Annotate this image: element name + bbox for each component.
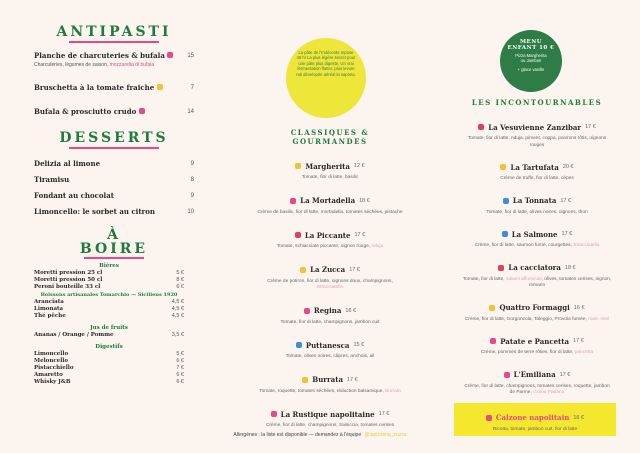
kids-menu-line: Pizza Margherita [515, 53, 547, 58]
pizza-name: La Rustique napolitaine [280, 409, 375, 419]
drink-name: Peroni bouteille 33 cl [34, 284, 101, 290]
pizza-desc [462, 176, 612, 183]
pizza-item [255, 189, 405, 217]
category-icon [304, 308, 310, 314]
drink-row [34, 358, 184, 365]
pizza-item [462, 329, 612, 357]
pizza-header [290, 196, 370, 205]
category-icon [490, 338, 496, 344]
drink-row [34, 332, 184, 339]
pizza-header [490, 337, 584, 346]
digestifs-heading: Digestifs [95, 344, 123, 350]
pizza-desc [462, 317, 612, 324]
desc-highlight: Stracciatella [573, 243, 600, 248]
pizza-name: Regina [313, 306, 342, 315]
pork-icon [167, 52, 173, 58]
category-icon [489, 305, 495, 311]
pizza-name: Burrata [312, 375, 343, 384]
pizza-desc [462, 384, 612, 397]
pizza-price: 17 € [349, 266, 360, 273]
pizza-name: La Piccante [304, 230, 351, 240]
drink-price: 5 € [176, 351, 184, 357]
pizza-header [498, 263, 575, 272]
desc-text: Crème de potiron, fior di latte, oignons doux, champignons, [267, 278, 393, 284]
pizza-header [503, 196, 571, 205]
dough-info-text: La pâte de l'Indécente repose 48 h! La plus légère secret pour une pâte plus digeste. Un vrai fermentation flatter, plus levure ruti dévelopée aéréal la saporia. [296, 50, 356, 77]
kids-menu-line: ou Jambon [520, 58, 542, 64]
desc-text: Crème, fior di latte, champignons, Salsiccia, tomates cerises [265, 423, 395, 428]
pizza-item [462, 155, 612, 183]
dough-info-circle [286, 38, 366, 118]
pizza-desc [255, 389, 405, 396]
pizza-item [255, 368, 405, 396]
category-icon [500, 164, 506, 170]
pizza-item [255, 402, 405, 430]
category-icon [498, 265, 504, 271]
pizza-desc [255, 423, 405, 430]
pizza-desc [462, 350, 612, 357]
pizza-price: 17 € [354, 232, 366, 238]
drink-name: Limonata [34, 306, 64, 312]
pizza-header [478, 123, 596, 132]
drink-name: Moretti pression 50 cl [34, 277, 103, 283]
pork-icon [139, 108, 145, 114]
desc-text: Crème, pommes de terre rôties, fior di latte, [480, 350, 575, 355]
kids-menu-price: ENFANT 10 € [507, 45, 555, 51]
title-underline [69, 147, 159, 149]
menu-item [34, 107, 194, 116]
pizza-header [304, 306, 356, 315]
kids-menu-circle [500, 30, 562, 92]
desc-text: Tomate, olives noires, câpres, anchois, ail [285, 354, 375, 359]
drink-row [34, 313, 184, 320]
pizza-item [462, 222, 612, 250]
category-icon [295, 232, 301, 238]
pizza-header [296, 341, 364, 350]
drink-price: 8 € [176, 277, 184, 283]
pizza-price: 17 € [346, 376, 358, 383]
pizza-desc [255, 244, 405, 251]
pizza-desc [255, 279, 405, 292]
category-icon [503, 198, 509, 204]
item-price: 9 [190, 192, 194, 199]
pizza-header [502, 230, 572, 239]
pizza-name: La Salmone [511, 229, 558, 239]
item-desc [34, 62, 194, 69]
pizza-name: La Mortadella [300, 196, 356, 205]
kids-menu-line: + glace vanille [517, 66, 545, 72]
allergen-note: Allergènes : la liste est disponible — demandez à l'équipe [233, 432, 362, 438]
menu-item [34, 51, 194, 60]
pizza-price: 17 € [585, 124, 596, 130]
pizza-desc [462, 210, 612, 217]
menu-item [34, 175, 194, 184]
pizza-price: 17 € [560, 197, 572, 204]
pizza-price: 17 € [559, 371, 571, 378]
drink-row [34, 299, 184, 306]
boire-title-b: BOIRE [79, 241, 149, 257]
pizza-desc [255, 175, 405, 182]
drink-price: 6 € [176, 372, 184, 378]
pizza-price: 17 € [378, 411, 390, 417]
drink-name: Moretti pression 25 cl [34, 270, 103, 276]
drink-price: 5 € [176, 270, 184, 276]
desc-highlight: Burrata [385, 388, 401, 394]
pizza-item [255, 223, 405, 251]
item-price: 8 [190, 176, 194, 183]
drink-price: 4,5 € [171, 299, 184, 305]
category-icon [271, 411, 277, 417]
desc-text: Ricotta, tomate, jambon cuit, fior di latte [492, 426, 578, 432]
pizza-name: Margherita [305, 161, 350, 171]
pizza-name: Quattro Formaggi [499, 303, 570, 312]
drink-price: 3,5 € [171, 332, 184, 338]
title-underline [69, 41, 159, 43]
pizza-header [302, 375, 357, 384]
category-icon [300, 267, 306, 273]
desc-highlight: nduja [371, 244, 384, 249]
drink-row [34, 379, 184, 386]
classiques-column [255, 128, 405, 437]
bieres-heading: Bières [99, 263, 119, 269]
item-name: Delizia al limone [34, 159, 101, 168]
desc-text: Tomate, fior di latte, champignons, jambon cuit [280, 319, 380, 325]
desc-highlight: roaé, miel [588, 316, 610, 322]
category-icon [502, 231, 508, 237]
incontournables-title: LES INCONTOURNABLES [471, 98, 603, 107]
pizza-desc [462, 277, 612, 290]
drink-row [34, 372, 184, 379]
pizza-item [255, 154, 405, 182]
pizza-item [462, 296, 612, 324]
classiques-title: CLASSIQUES & GOURMANDES [290, 128, 370, 146]
pizza-name: La Vesuvienne Zanzibar [488, 122, 582, 132]
pizza-item [255, 258, 405, 292]
item-name: Limoncello: le sorbet au citron [34, 207, 155, 216]
desc-text: Tomate, fior di latte, olives noires, oignons, thon [486, 209, 588, 215]
desc-text: Tomate, roquette, tomates séchées, réduction balsamique, [259, 388, 386, 394]
pizza-price: 18 € [359, 197, 370, 204]
pizza-price: 18 € [564, 264, 576, 271]
desc-text: Tomate, schiacciate piccante, oignon rouge, [276, 244, 372, 249]
pizza-item [255, 299, 405, 327]
pizza-price: 17 € [561, 231, 573, 237]
category-icon [478, 124, 484, 130]
pizza-price: 16 € [573, 414, 585, 421]
pizza-desc [462, 243, 612, 250]
category-icon [296, 342, 302, 348]
pizza-item [255, 333, 405, 361]
pizza-header [489, 303, 584, 312]
boire-title-a: À [107, 227, 121, 243]
drink-row [34, 284, 184, 291]
category-icon [486, 415, 492, 421]
pizza-name: La Tonnata [512, 196, 557, 205]
pizza-item [462, 363, 612, 397]
item-name: Bufala & prosciutto crudo [34, 107, 137, 116]
pizza-name: Puttanesca [305, 340, 350, 350]
desc-text: Charcuteries, légumes de saison, [34, 62, 110, 68]
pizza-name: Calzone napolitain [495, 413, 570, 422]
item-price: 7 [190, 84, 194, 91]
drink-row [34, 365, 184, 372]
drink-row [34, 351, 184, 358]
desc-text: Tomate, fior di latte, basilic [301, 175, 359, 180]
footer [0, 432, 640, 438]
pizza-item [454, 403, 616, 437]
desc-text: Crème de basilic, fior di latte, mortadella, tomates séchées, pistache [257, 209, 403, 215]
drink-name: Meloncello [34, 358, 69, 364]
pizza-item [462, 115, 612, 149]
pizza-name: La cacciatora [508, 263, 561, 272]
desc-highlight: mozzarella di bufala [109, 62, 155, 68]
desc-highlight: Stracciatella [316, 285, 344, 290]
incontournables-column [462, 98, 612, 442]
category-icon [290, 198, 296, 204]
desserts-title: DESSERTS [59, 130, 169, 146]
pizza-desc [255, 354, 405, 361]
desc-text: Tomate, fior di latte, [462, 276, 506, 282]
antipasti-title: ANTIPASTI [56, 24, 172, 40]
pizza-header [295, 162, 364, 171]
category-icon [295, 163, 301, 169]
instagram-handle[interactable]: @lapizzeria_zuzzu [364, 432, 407, 438]
drink-price: 7 € [176, 365, 184, 371]
pizza-name: La Zucca [310, 265, 346, 274]
drink-price: 6 € [176, 284, 184, 290]
desc-highlight: Grana Padano [533, 390, 565, 395]
menu-item [34, 159, 194, 168]
pizza-header [500, 163, 573, 172]
item-name: Fondant au chocolat [34, 191, 114, 200]
kids-menu-title: MENU [519, 39, 543, 45]
drink-name: Thé pêche [34, 313, 66, 319]
category-icon [504, 372, 510, 378]
drink-price: 4,5 € [171, 306, 184, 312]
desc-text: Crème, fior di latte, champignons, tomates cerises, roquette, jambon de Parme, [464, 383, 610, 395]
drink-name: Limoncello [34, 351, 69, 357]
pizza-header [295, 231, 365, 240]
drink-name: Whisky J&B [34, 379, 71, 385]
pizza-price: 15 € [353, 342, 365, 348]
veggie-icon [157, 84, 163, 90]
drink-name: Ananas / Orange / Pomme [34, 332, 114, 338]
item-name: Tiramisu [34, 175, 70, 184]
drink-row [34, 270, 184, 277]
desc-text: Tomate, fior di latte, nduja, piment, coppa, poivrons rôtis, oignons rouges [467, 136, 607, 148]
desc-text: Crème de truffe, fior di latte, cèpes [500, 176, 574, 181]
pizza-list [462, 115, 612, 436]
desc-highlight: pancetta [574, 350, 594, 355]
item-price: 15 [187, 52, 194, 59]
desc-text: Crème, fior di latte, saumon fumé, courgettes, [474, 243, 574, 248]
title-underline [84, 257, 144, 259]
drink-name: Pistacchiello [34, 365, 74, 371]
pizza-price: 16 € [573, 304, 585, 311]
menu-item [34, 191, 194, 200]
artisanales-heading: Boissons artisanales Tomarchio — Siciliens 1920 [40, 292, 178, 298]
pizza-header [504, 370, 571, 379]
pizza-item [462, 256, 612, 290]
pizza-price: 17 € [573, 338, 584, 344]
item-price: 9 [190, 160, 194, 167]
pizza-name: Patate e Pancetta [500, 336, 570, 346]
item-name: Planche de charcuteries & bufala [34, 51, 165, 60]
menu-item [34, 207, 194, 216]
drink-price: 6 € [176, 379, 184, 385]
pizza-desc [255, 320, 405, 327]
desc-highlight: salami affumicati [505, 276, 542, 282]
item-price: 14 [187, 108, 194, 115]
item-price: 10 [187, 208, 194, 215]
pizza-header [486, 413, 584, 422]
category-icon [302, 377, 308, 383]
pizza-list [255, 154, 405, 430]
pizza-price: 16 € [345, 307, 357, 314]
drink-price: 6 € [176, 358, 184, 364]
left-column [34, 24, 194, 386]
desc-text: , olives, tomates cerises, oignon, romarin [528, 276, 612, 288]
pizza-item [462, 189, 612, 217]
pizza-desc [255, 210, 405, 217]
drink-name: Amaretto [34, 372, 63, 378]
pizza-header [271, 410, 390, 419]
pizza-price: 20 € [562, 164, 574, 170]
jus-heading: Jus de fruits [90, 325, 128, 331]
menu-item [34, 83, 194, 92]
pizza-name: L'Emiliana [513, 370, 556, 379]
drink-name: Aranciata [34, 299, 64, 305]
drink-row [34, 277, 184, 284]
pizza-price: 12 € [353, 163, 365, 169]
pizza-desc [462, 136, 612, 149]
pizza-header [300, 265, 360, 274]
desc-text: Crème, fior di latte, Gorgonzola, Taleggio, Provola fumée, [464, 316, 589, 322]
item-name: Bruschetta à la tomate fraiche [34, 83, 155, 92]
drink-row [34, 306, 184, 313]
drink-price: 4,5 € [171, 313, 184, 319]
pizza-name: La Tartufata [510, 162, 559, 172]
